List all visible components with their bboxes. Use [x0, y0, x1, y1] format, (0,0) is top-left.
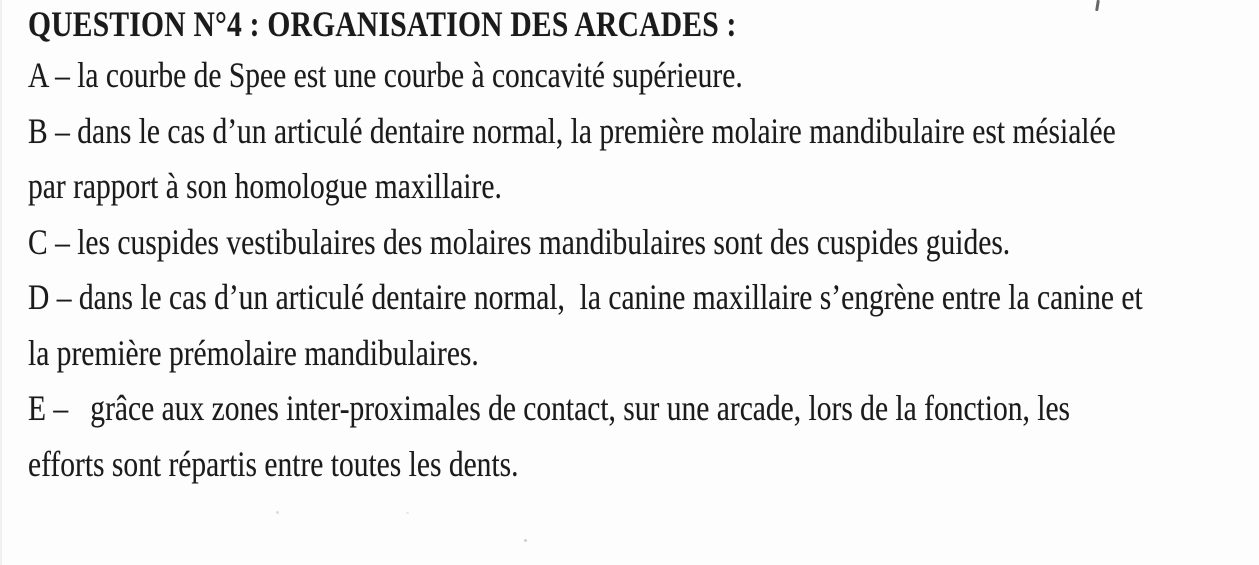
scan-speck	[276, 511, 279, 514]
question-block	[28, 0, 1254, 492]
option-b-line-1: B – dans le cas d’un articulé dentaire normal, la première molaire mandibulaire est mésialée	[28, 110, 1116, 151]
scan-speck	[406, 512, 409, 514]
option-e-line-1: E – grâce aux zones inter-proximales de contact, sur une arcade, lors de la fonction, les	[28, 388, 1071, 428]
scan-speck	[524, 539, 527, 542]
option-a-line: A – la courbe de Spee est une courbe à concavité supérieure.	[28, 55, 743, 95]
option-e-line-2: efforts sont répartis entre toutes les dents.	[28, 443, 519, 484]
scan-edge-shade	[0, 0, 2, 565]
option-d-line-1: D – dans le cas d’un articulé dentaire normal, la canine maxillaire s’engrène entre la canine et	[28, 277, 1143, 317]
option-d-line-2: la première prémolaire mandibulaires.	[28, 332, 479, 373]
option-c-line: C – les cuspides vestibulaires des molaires mandibulaires sont des cuspides guides.	[28, 221, 1011, 262]
question-title: QUESTION N°4 : ORGANISATION DES ARCADES :	[28, 4, 737, 44]
option-b-line-2: par rapport à son homologue maxillaire.	[28, 166, 502, 206]
